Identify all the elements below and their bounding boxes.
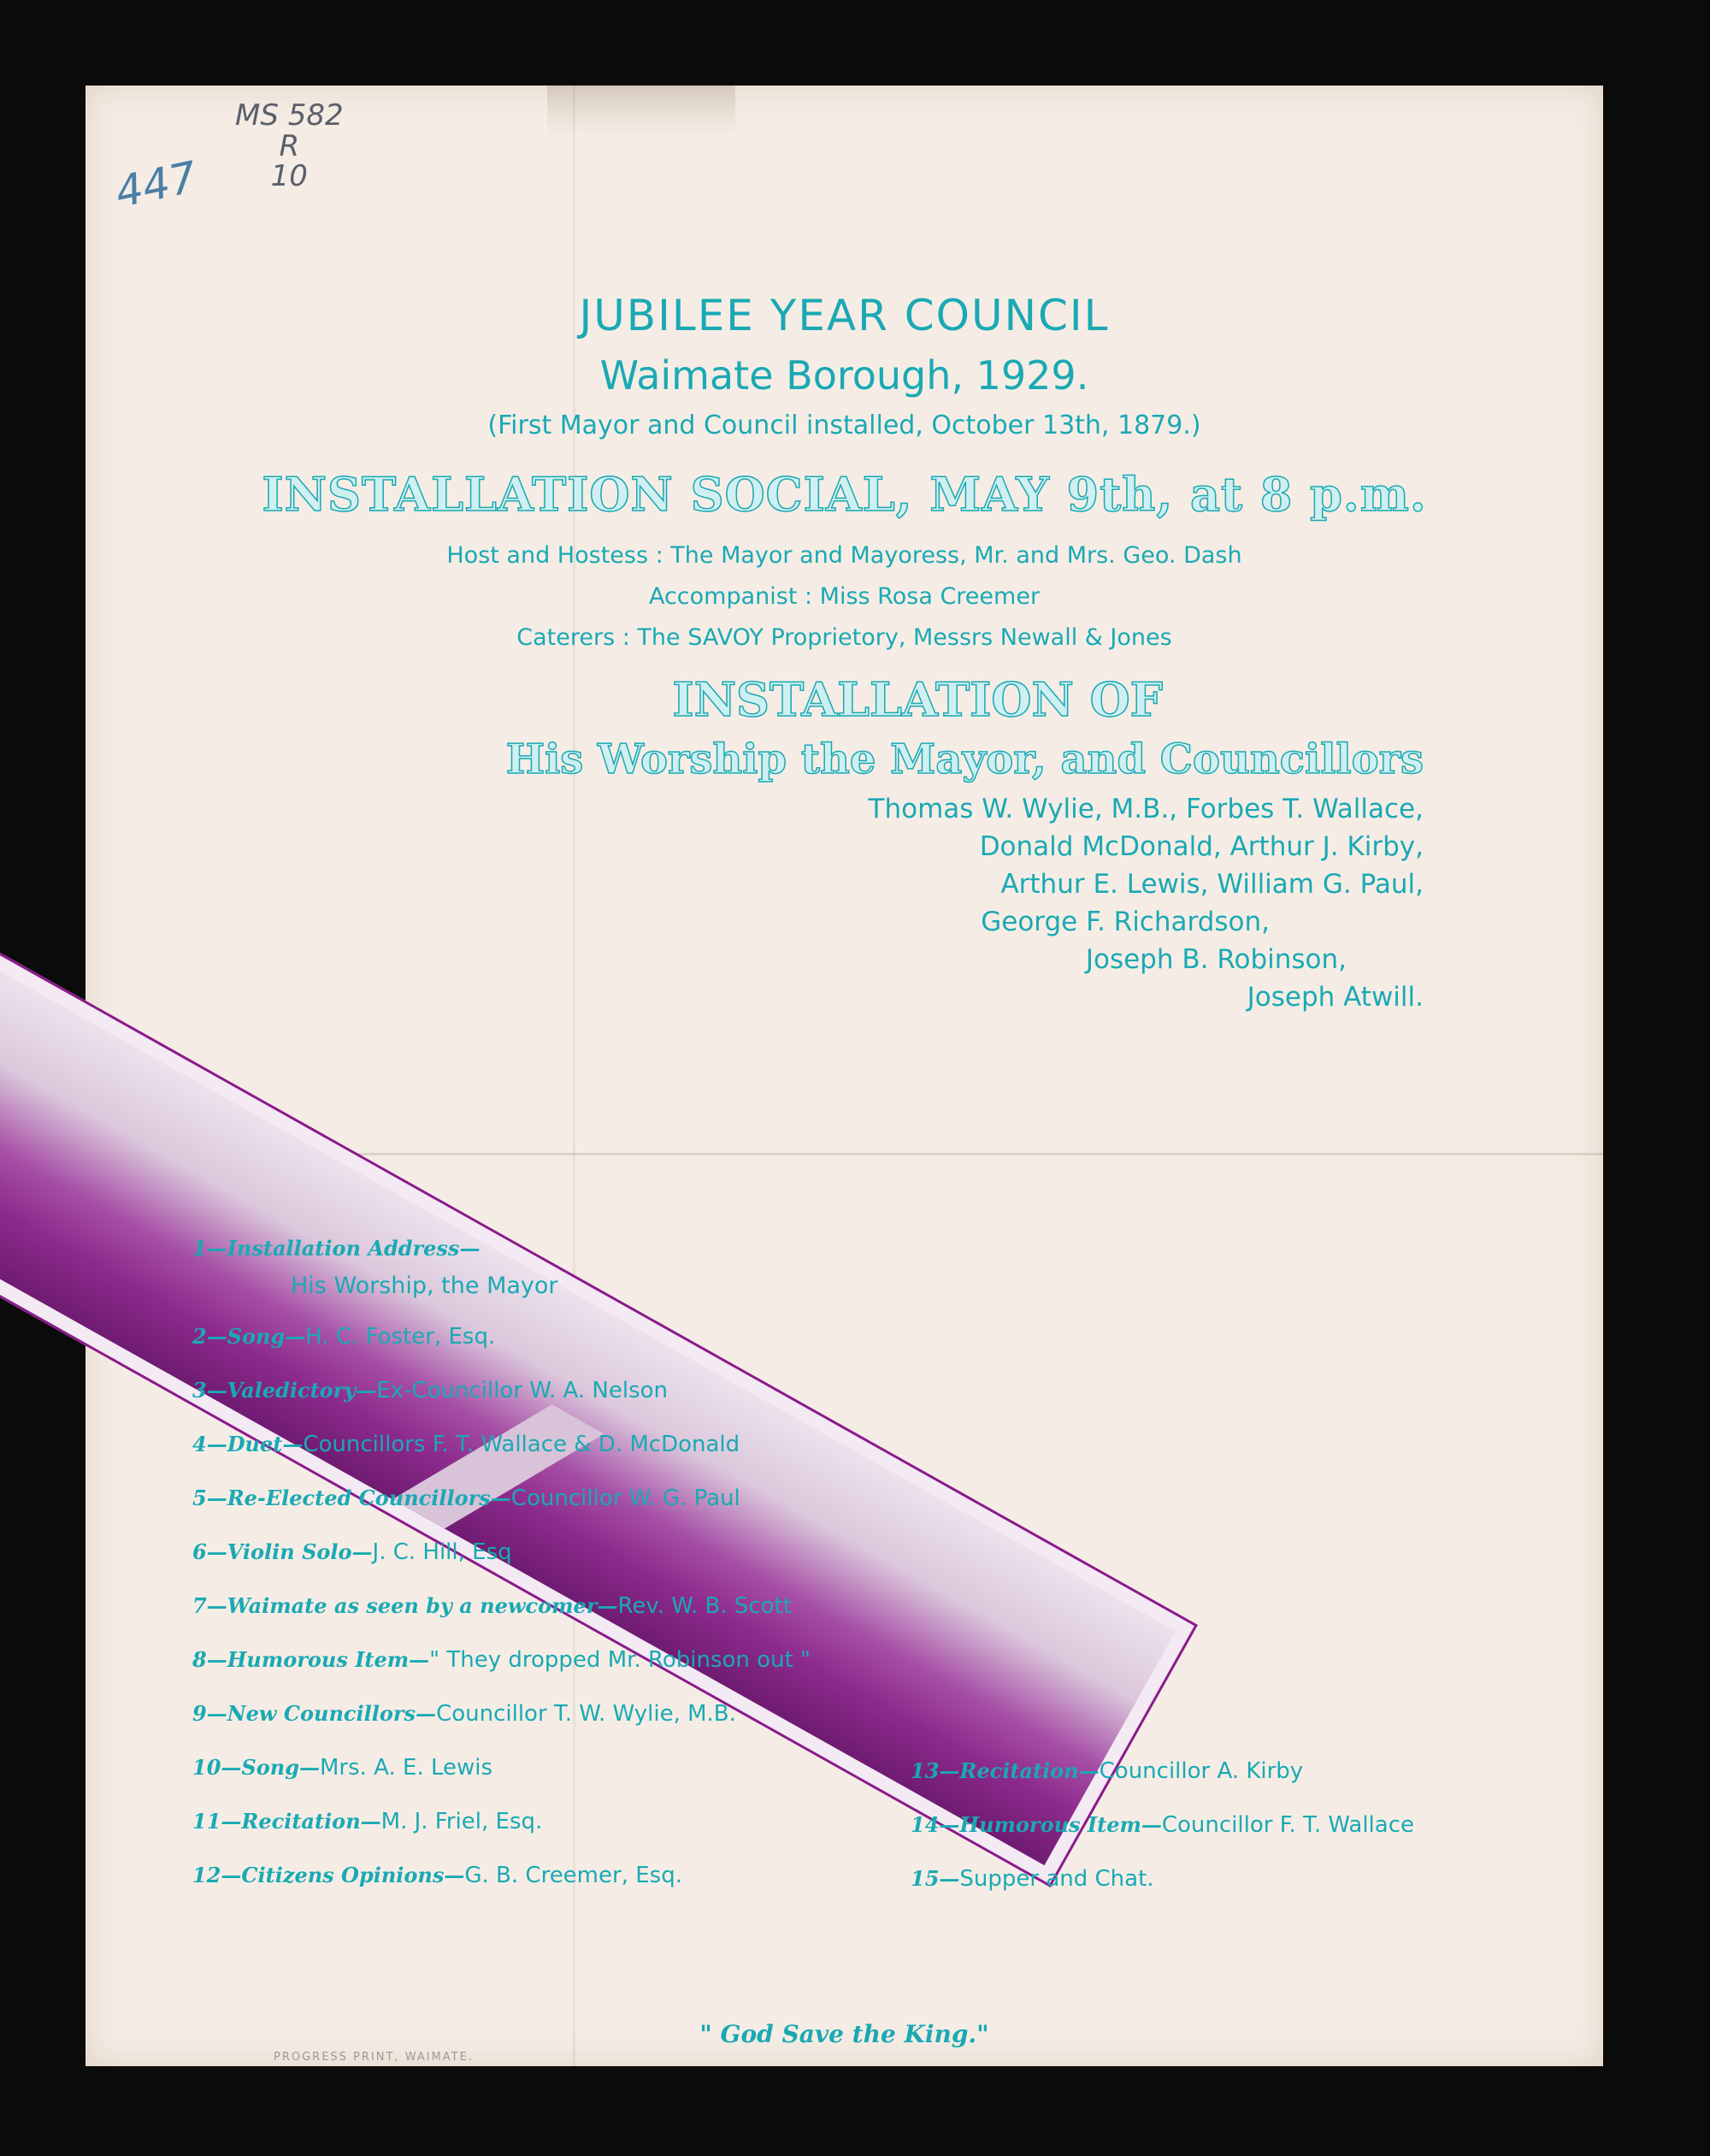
programme-item: 13—Recitation—Councillor A. Kirby bbox=[911, 1758, 1304, 1784]
accompanist-line: Accompanist : Miss Rosa Creemer bbox=[648, 583, 1041, 610]
founding-note: (First Mayor and Council installed, October 13th, 1879.) bbox=[487, 411, 1201, 440]
event-heading: INSTALLATION SOCIAL, MAY 9th, at 8 p.m. bbox=[262, 467, 1427, 522]
archive-annotation bbox=[235, 98, 344, 194]
installation-subheading: His Worship the Mayor, and Councillors bbox=[505, 735, 1424, 783]
councillor-line: Thomas W. Wylie, M.B., Forbes T. Wallace, bbox=[868, 794, 1424, 824]
subtitle: Waimate Borough, 1929. bbox=[599, 352, 1089, 399]
programme-item: 15—Supper and Chat. bbox=[911, 1866, 1154, 1892]
title: JUBILEE YEAR COUNCIL bbox=[579, 291, 1110, 340]
programme-item: 3—Valedictory—Ex-Councillor W. A. Nelson bbox=[192, 1378, 669, 1403]
programme-item: 1—Installation Address— bbox=[192, 1236, 481, 1261]
programme-item: 5—Re-Elected Councillors—Councillor W. G. Paul bbox=[192, 1486, 740, 1511]
councillor-line: Joseph Atwill. bbox=[1247, 982, 1424, 1013]
paper-tear bbox=[547, 86, 735, 137]
programme-item: 12—Citizens Opinions—G. B. Creemer, Esq. bbox=[192, 1863, 682, 1888]
caterers-line: Caterers : The SAVOY Proprietory, Messrs Newall & Jones bbox=[516, 624, 1172, 651]
item-number: 447 bbox=[110, 151, 202, 218]
programme-item: His Worship, the Mayor bbox=[291, 1273, 558, 1299]
installation-heading: INSTALLATION OF bbox=[672, 672, 1163, 727]
councillor-line: Arthur E. Lewis, William G. Paul, bbox=[1000, 869, 1424, 900]
ms-sub-1: R bbox=[279, 128, 300, 163]
programme-item: 9—New Councillors—Councillor T. W. Wylie, M.B. bbox=[192, 1701, 736, 1727]
programme-item: 14—Humorous Item—Councillor F. T. Wallace bbox=[911, 1812, 1415, 1838]
printer-credit: PROGRESS PRINT, WAIMATE. bbox=[274, 2051, 474, 2064]
programme-item: 8—Humorous Item—" They dropped Mr. Robinson out " bbox=[192, 1647, 811, 1673]
programme-item: 4—Duet—Councillors F. T. Wallace & D. McDonald bbox=[192, 1432, 740, 1457]
councillor-line: Donald McDonald, Arthur J. Kirby, bbox=[979, 831, 1424, 862]
host-line: Host and Hostess : The Mayor and Mayoress, Mr. and Mrs. Geo. Dash bbox=[446, 542, 1242, 569]
ms-sub-2: 10 bbox=[270, 159, 308, 194]
flyer-page bbox=[86, 86, 1603, 2066]
councillor-line: George F. Richardson, bbox=[981, 907, 1270, 937]
programme-item: 6—Violin Solo—J. C. Hill, Esq bbox=[192, 1539, 512, 1565]
programme-item: 7—Waimate as seen by a newcomer—Rev. W. B. Scott bbox=[192, 1593, 792, 1619]
programme-item: 11—Recitation—M. J. Friel, Esq. bbox=[192, 1809, 543, 1834]
god-save-the-king: " God Save the King." bbox=[699, 2020, 989, 2048]
ms-number: MS 582 bbox=[235, 98, 344, 133]
programme-item: 10—Song—Mrs. A. E. Lewis bbox=[192, 1755, 493, 1781]
programme-item: 2—Song—H. C. Foster, Esq. bbox=[192, 1324, 496, 1350]
councillor-line: Joseph B. Robinson, bbox=[1085, 944, 1347, 975]
